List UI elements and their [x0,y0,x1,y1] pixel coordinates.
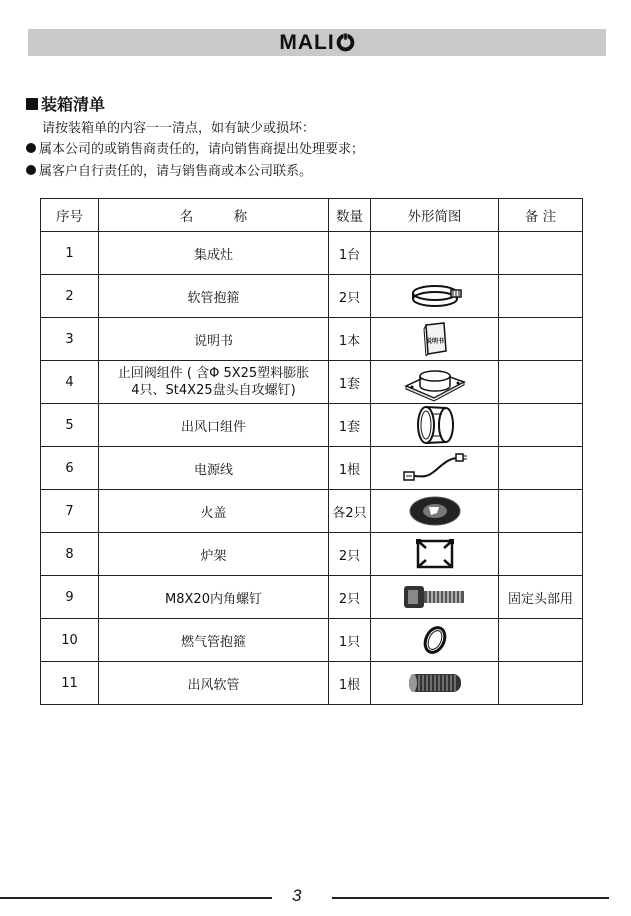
row-name [99,361,329,404]
table-row [41,232,583,275]
row-qty: 1根 [329,662,371,705]
check-valve-icon [402,362,468,402]
page-number: 3 [292,886,302,905]
header-bar [28,29,606,56]
row-no: 9 [41,576,99,619]
intro-text: 请按装箱单的内容一一清点，如有缺少或损坏： [42,121,316,136]
row-no: 2 [41,275,99,318]
footer-rule-right [332,897,609,899]
row-name: 出风软管 [99,662,329,705]
table-row [41,447,583,490]
row-no: 11 [41,662,99,705]
manual-cover-text: 说明书 [425,338,444,345]
section-title-text: 装箱清单 [41,95,106,114]
brand-text: MALI [279,30,335,54]
row-note [499,361,583,404]
row-sketch [371,275,499,318]
row-qty: 1只 [329,619,371,662]
brand-logo [279,31,354,55]
row-sketch [371,662,499,705]
row-qty: 2只 [329,275,371,318]
row-name: 炉架 [99,533,329,576]
row-name: 出风口组件 [99,404,329,447]
row-qty: 1根 [329,447,371,490]
row-note [499,490,583,533]
bullet-text: 属客户自行责任的，请与销售商或本公司联系。 [39,164,313,179]
row-no: 4 [41,361,99,404]
row-sketch [371,361,499,404]
row-name: 火盖 [99,490,329,533]
table-header-row [41,199,583,232]
row-note [499,619,583,662]
burner-cap-icon [407,494,463,528]
row-note [499,318,583,361]
manual-icon [420,321,450,357]
row-name: 燃气管抱箍 [99,619,329,662]
bullet-dot-icon [26,143,36,153]
row-note [499,404,583,447]
row-name-line: 止回阀组件 ( 含Φ 5X25塑料膨胀 [117,366,310,381]
pan-support-icon [412,536,458,572]
table-row [41,361,583,404]
table-row [41,490,583,533]
square-bullet-icon [26,98,38,110]
table-row [41,619,583,662]
row-sketch [371,232,499,275]
bullet-dot-icon [26,165,36,175]
row-qty: 1本 [329,318,371,361]
header-sketch: 外形简图 [371,199,499,232]
row-sketch [371,533,499,576]
row-no: 3 [41,318,99,361]
row-qty: 2只 [329,576,371,619]
row-no: 6 [41,447,99,490]
bullet-text: 属本公司的或销售商责任的，请向销售商提出处理要求； [39,142,365,157]
row-name-line: 4只、St4X25盘头自攻螺钉) [131,383,296,398]
row-sketch [371,318,499,361]
bullet-item [26,160,312,179]
row-no: 1 [41,232,99,275]
row-no: 8 [41,533,99,576]
row-sketch [371,490,499,533]
row-note [499,662,583,705]
row-sketch [371,447,499,490]
section-title [26,92,105,115]
footer-rule-left [0,897,272,899]
row-qty: 1套 [329,361,371,404]
row-note: 固定头部用 [499,576,583,619]
table-row [41,318,583,361]
table-row [41,404,583,447]
row-no: 7 [41,490,99,533]
row-note [499,533,583,576]
row-qty: 1套 [329,404,371,447]
row-sketch [371,576,499,619]
row-note [499,447,583,490]
header-no: 序号 [41,199,99,232]
packing-list-table [40,198,583,705]
row-name: 集成灶 [99,232,329,275]
row-sketch [371,619,499,662]
table-row [41,576,583,619]
bullet-item [26,138,364,157]
row-qty: 2只 [329,533,371,576]
row-name: 电源线 [99,447,329,490]
row-sketch [371,404,499,447]
row-no: 5 [41,404,99,447]
hose-clamp-icon [405,280,465,312]
row-note [499,232,583,275]
row-qty: 各2只 [329,490,371,533]
table-row [41,275,583,318]
gas-pipe-clamp-icon [420,623,450,657]
table-row [41,662,583,705]
circle-o-logo-icon [336,33,355,52]
header-qty: 数量 [329,199,371,232]
row-no: 10 [41,619,99,662]
row-name: 软管抱箍 [99,275,329,318]
row-note [499,275,583,318]
row-name: M8X20内角螺钉 [99,576,329,619]
air-outlet-icon [412,404,458,446]
screw-icon [402,582,468,612]
row-qty: 1台 [329,232,371,275]
row-name: 说明书 [99,318,329,361]
header-name: 名 称 [99,199,329,232]
header-note: 备 注 [499,199,583,232]
flexible-duct-icon [405,670,465,696]
power-cord-icon [400,450,470,486]
table-row [41,533,583,576]
